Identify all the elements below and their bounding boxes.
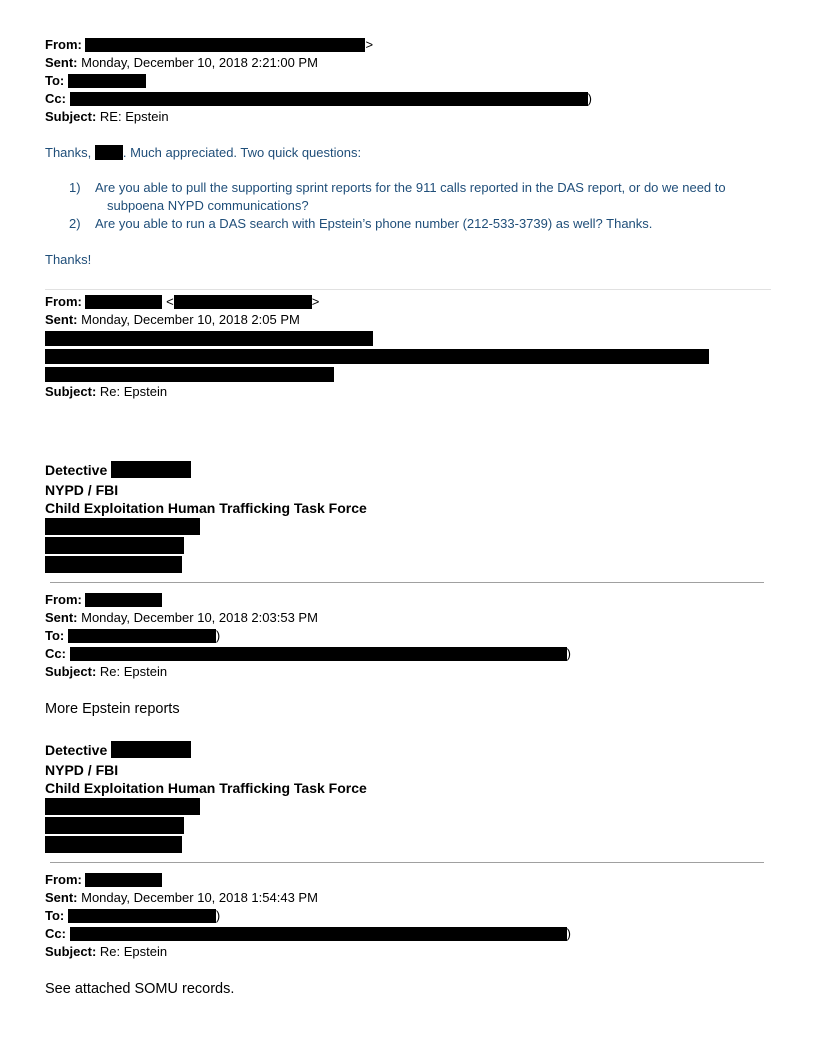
email4-from-line <box>45 871 162 889</box>
email3-cc-line <box>45 645 571 663</box>
question-2-number: 2) <box>69 216 81 231</box>
redaction-bar <box>68 909 216 923</box>
redaction-block <box>45 817 184 834</box>
email4-to-line <box>45 907 220 925</box>
email1-to-line <box>45 72 146 90</box>
sent-value: Monday, December 10, 2018 2:03:53 PM <box>81 610 318 625</box>
redaction-bar <box>68 629 216 643</box>
subject-value: Re: Epstein <box>99 664 168 679</box>
redaction-bar <box>70 927 567 941</box>
sent-label: Sent: <box>45 55 78 70</box>
cc-close: ) <box>566 646 571 661</box>
from-label: From: <box>45 872 82 887</box>
sent-value: Monday, December 10, 2018 2:21:00 PM <box>81 55 318 70</box>
redaction-bar <box>85 873 162 887</box>
to-label: To: <box>45 73 65 88</box>
email2-subject-line <box>45 383 167 401</box>
redaction-bar <box>111 741 191 758</box>
redaction-block <box>45 518 200 535</box>
from-open: < <box>166 294 174 309</box>
email1-subject-line <box>45 108 169 126</box>
sent-value: Monday, December 10, 2018 1:54:43 PM <box>81 890 318 905</box>
redaction-bar <box>70 647 567 661</box>
to-close: ) <box>215 908 221 923</box>
redaction-bar <box>85 295 162 309</box>
email4-sent-line <box>45 889 318 907</box>
signature-title-line <box>45 741 191 760</box>
email3-subject-line <box>45 663 167 681</box>
email1-sent-line <box>45 54 318 72</box>
to-label: To: <box>45 908 65 923</box>
greeting-start: Thanks, <box>45 145 95 160</box>
signature-title: Detective <box>45 462 108 478</box>
cc-close: ) <box>566 926 571 941</box>
redaction-bar <box>68 74 146 88</box>
cc-label: Cc: <box>45 926 66 941</box>
question-2-line1: Are you able to run a DAS search with Epstein’s phone number (212-533-3739) as well? Thanks. <box>95 216 653 231</box>
email1-cc-line <box>45 90 592 108</box>
signature-unit: Child Exploitation Human Trafficking Task Force <box>45 500 367 516</box>
divider <box>45 289 771 290</box>
redaction-block <box>45 798 200 815</box>
email4-subject-line <box>45 943 167 961</box>
subject-value: Re: Epstein <box>99 944 168 959</box>
question-1-number: 1) <box>69 180 81 195</box>
subject-label: Subject: <box>45 384 97 399</box>
redaction-block <box>45 331 373 346</box>
divider <box>50 862 764 863</box>
subject-label: Subject: <box>45 109 97 124</box>
subject-value: Re: Epstein <box>99 384 168 399</box>
sent-label: Sent: <box>45 890 78 905</box>
cc-close: ) <box>587 91 592 106</box>
email2-sent-line <box>45 311 300 329</box>
signature-org: NYPD / FBI <box>45 482 119 498</box>
redaction-bar <box>174 295 312 309</box>
from-close: > <box>365 37 374 52</box>
from-label: From: <box>45 37 82 52</box>
from-label: From: <box>45 592 82 607</box>
to-close: ) <box>215 628 221 643</box>
signature-unit: Child Exploitation Human Trafficking Task Force <box>45 780 367 796</box>
from-close: > <box>311 294 320 309</box>
redaction-bar <box>70 92 588 106</box>
redaction-bar <box>85 593 162 607</box>
redaction-bar <box>95 145 123 160</box>
redaction-block <box>45 349 709 364</box>
subject-value: RE: Epstein <box>99 109 169 124</box>
email3-body: More Epstein reports <box>45 701 180 717</box>
signature-org: NYPD / FBI <box>45 762 119 778</box>
email2-from-line <box>45 293 319 311</box>
cc-label: Cc: <box>45 91 66 106</box>
subject-label: Subject: <box>45 944 97 959</box>
email1-closing: Thanks! <box>45 252 92 267</box>
subject-label: Subject: <box>45 664 97 679</box>
question-1-line2: subpoena NYPD communications? <box>107 198 309 213</box>
signature-title-line <box>45 461 191 480</box>
email4-cc-line <box>45 925 571 943</box>
email4-body: See attached SOMU records. <box>45 981 235 997</box>
redaction-block <box>45 537 184 554</box>
signature-title: Detective <box>45 742 108 758</box>
redaction-block <box>45 556 182 573</box>
email3-sent-line <box>45 609 318 627</box>
redaction-block <box>45 367 334 382</box>
sent-value: Monday, December 10, 2018 2:05 PM <box>81 312 300 327</box>
sent-label: Sent: <box>45 610 78 625</box>
email1-from-line <box>45 36 373 54</box>
redaction-block <box>45 836 182 853</box>
from-label: From: <box>45 294 82 309</box>
cc-label: Cc: <box>45 646 66 661</box>
redaction-bar <box>85 38 365 52</box>
to-label: To: <box>45 628 65 643</box>
email1-greeting <box>45 145 361 160</box>
email3-from-line <box>45 591 162 609</box>
sent-label: Sent: <box>45 312 78 327</box>
redaction-bar <box>111 461 191 478</box>
divider <box>50 582 764 583</box>
email3-to-line <box>45 627 220 645</box>
question-1-line1: Are you able to pull the supporting sprint reports for the 911 calls reported in the DAS report, or do we need to <box>95 180 726 195</box>
greeting-end: . Much appreciated. Two quick questions: <box>122 145 362 160</box>
